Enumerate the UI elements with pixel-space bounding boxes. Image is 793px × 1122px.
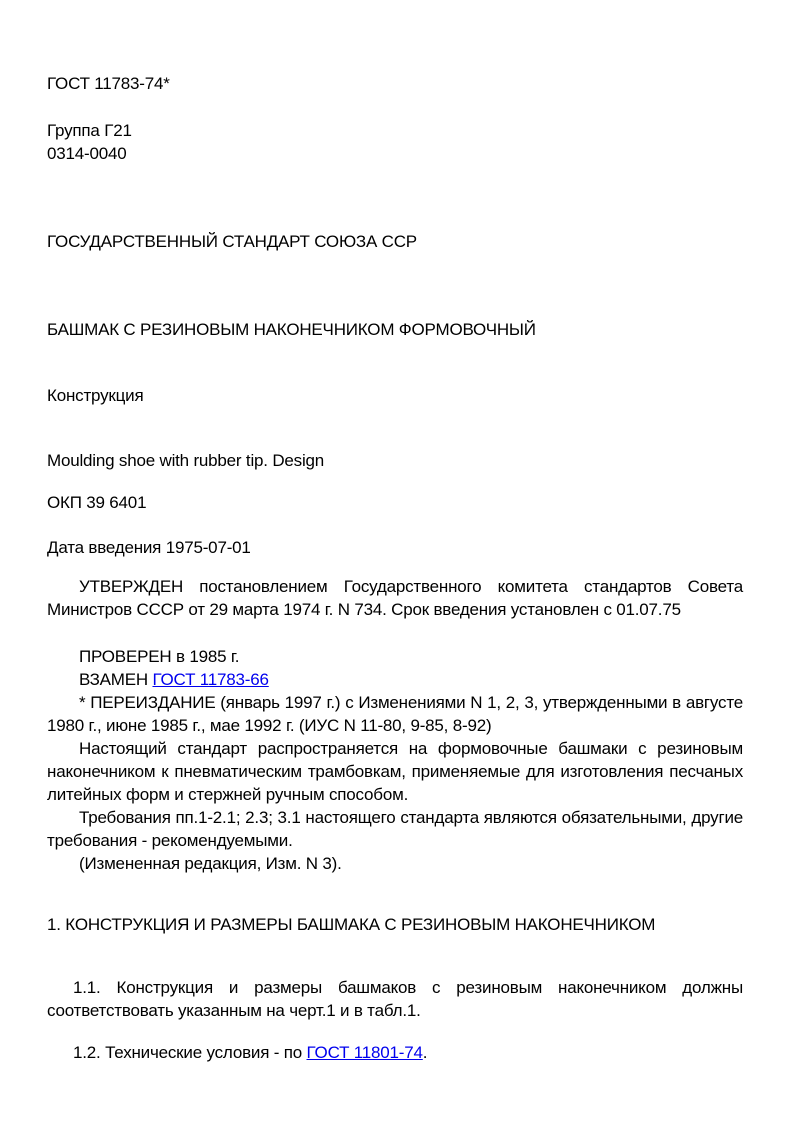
state-standard-heading: ГОСУДАРСТВЕННЫЙ СТАНДАРТ СОЮЗА ССР: [47, 232, 417, 251]
section-1-heading: 1. КОНСТРУКЦИЯ И РАЗМЕРЫ БАШМАКА С РЕЗИНОВЫМ НАКОНЕЧНИКОМ: [47, 915, 656, 934]
approved-paragraph: УТВЕРЖДЕН постановлением Государственного комитета стандартов Совета Министров СССР от 29 марта 1974 г. N 734. Срок введения установлен с 01.07.75: [47, 577, 743, 619]
okp-code: ОКП 39 6401: [47, 493, 147, 512]
clause-1-2-prefix: 1.2. Технические условия - по: [73, 1043, 307, 1062]
clause-1-2-suffix: .: [422, 1043, 428, 1062]
clause-1-2: [47, 1041, 743, 1064]
clause-1-1: 1.1. Конструкция и размеры башмаков с резиновым наконечником должны соответствовать указанным на черт.1 и в табл.1.: [47, 978, 743, 1020]
group-code: Группа Г21: [47, 121, 132, 140]
gost-11783-66-link[interactable]: ГОСТ 11783-66: [152, 670, 269, 689]
gost-11801-74-link[interactable]: ГОСТ 11801-74: [306, 1043, 423, 1062]
requirements-paragraph: Требования пп.1-2.1; 2.3; 3.1 настоящего стандарта являются обязательными, другие требования - рекомендуемыми.: [47, 808, 743, 850]
replaced-prefix: ВЗАМЕН: [79, 670, 153, 689]
standard-subtitle: Конструкция: [47, 386, 144, 405]
scope-paragraph: Настоящий стандарт распространяется на формовочные башмаки с резиновым наконечником к пневматическим трамбовкам, применяемые для изготовления песчаных литейных форм и стержней ручным способом.: [47, 739, 743, 804]
introduction-date: Дата введения 1975-07-01: [47, 538, 251, 557]
edition-note: (Измененная редакция, Изм. N 3).: [79, 854, 342, 873]
checked-line: ПРОВЕРЕН в 1985 г.: [79, 647, 240, 666]
reissue-paragraph: * ПЕРЕИЗДАНИЕ (январь 1997 г.) с Изменениями N 1, 2, 3, утвержденными в августе 1980 г., июне 1985 г., мае 1992 г. (ИУС N 11-80, 9-85, 8-92): [47, 693, 743, 735]
okstu-code: 0314-0040: [47, 144, 127, 163]
standard-title: БАШМАК С РЕЗИНОВЫМ НАКОНЕЧНИКОМ ФОРМОВОЧНЫЙ: [47, 320, 536, 339]
replaced-line: [47, 668, 743, 691]
gost-number: ГОСТ 11783-74*: [47, 74, 170, 93]
english-title: Moulding shoe with rubber tip. Design: [47, 451, 325, 470]
